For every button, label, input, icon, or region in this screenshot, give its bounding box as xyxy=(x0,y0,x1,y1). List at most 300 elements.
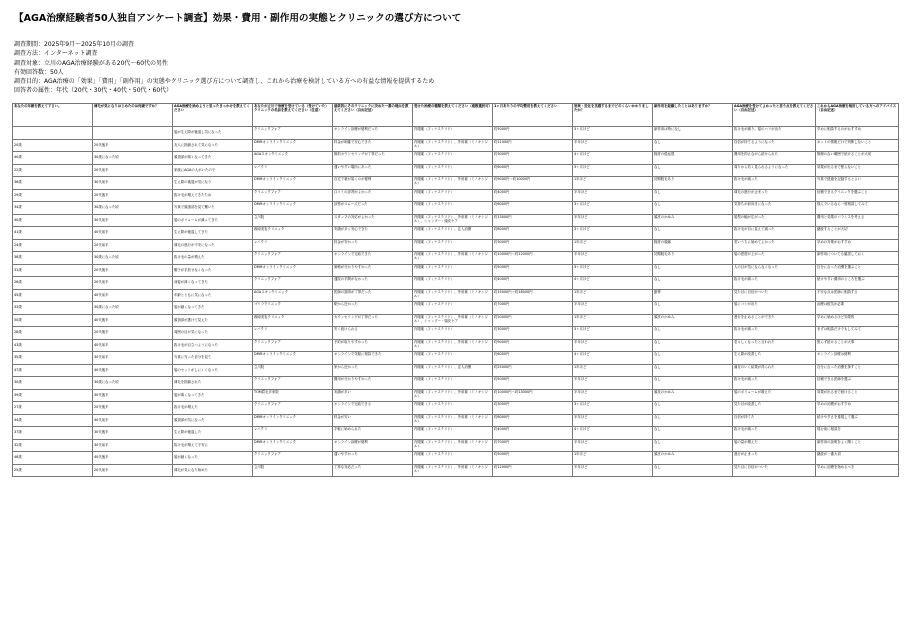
table-cell xyxy=(93,314,173,327)
table-cell-text: DMMオンラインクリニック xyxy=(254,414,296,419)
table-cell-text: なし xyxy=(654,439,661,444)
table-cell xyxy=(493,402,573,415)
table-cell xyxy=(573,389,653,402)
table-row xyxy=(13,327,899,340)
table-row xyxy=(13,314,899,327)
table-cell-text: 内服薬（フィナステリド） xyxy=(414,264,455,269)
table-cell-text: 半年ほど xyxy=(574,389,588,394)
table-cell xyxy=(493,264,573,277)
table-row xyxy=(13,252,899,265)
table-cell-text: 約3000円 xyxy=(494,152,510,156)
table-cell-text: 髪にコシが出た xyxy=(734,302,758,306)
table-header-cell: AGA治療を受けてよかったと思う点を教えてください（自由記述） xyxy=(733,104,816,127)
table-cell-text: 内服薬（フィナステリド） xyxy=(414,202,455,206)
table-cell xyxy=(93,164,173,177)
table-cell-text: AGAスキンクリニック xyxy=(254,289,289,294)
table-cell-text: 約25000円 xyxy=(494,364,512,369)
table-cell-text: 軽度の頭痛 xyxy=(654,239,671,244)
table-cell-text: 頭皮のかゆみ xyxy=(654,214,675,219)
table-cell xyxy=(816,352,899,365)
table-cell-text: 湘南美容クリニック xyxy=(254,227,285,231)
table-cell xyxy=(413,327,493,340)
table-cell-text: 30歳になった頃 xyxy=(94,255,119,259)
table-cell-text: 半年ほど xyxy=(574,252,588,256)
table-cell-text: 生え際が改善した xyxy=(734,352,762,356)
table-cell-text: 髪の密度が上がった xyxy=(734,252,765,256)
table-cell-text: ゴリラクリニック xyxy=(254,302,281,306)
table-cell xyxy=(413,277,493,290)
table-cell-text: 約11000円 xyxy=(494,139,512,144)
table-cell-text: なし xyxy=(654,339,661,344)
table-cell xyxy=(253,252,333,265)
table-cell-text: 1年ほど xyxy=(574,364,587,369)
table-cell xyxy=(173,177,253,190)
table-cell-text: クリニックフォア xyxy=(254,277,281,281)
table-cell-text: 立川院 xyxy=(254,364,265,369)
table-cell xyxy=(816,189,899,202)
table-cell xyxy=(173,127,253,140)
table-cell-text: 料金が安かった xyxy=(334,239,358,244)
table-cell xyxy=(653,314,733,327)
table-cell xyxy=(413,152,493,165)
table-cell xyxy=(493,252,573,265)
table-cell xyxy=(816,227,899,240)
table-cell-text: 内服薬（フィナステリド）、外用薬（ミノキシジル） xyxy=(414,389,488,398)
table-cell xyxy=(573,264,653,277)
table-cell xyxy=(653,427,733,440)
table-cell xyxy=(413,227,493,240)
table-cell-text: 内服薬（フィナステリド）、外用薬（ミノキシジル） xyxy=(414,177,488,186)
table-cell xyxy=(13,339,93,352)
table-cell-text: クリニックフォア xyxy=(254,127,281,131)
table-cell-text: 髪の量が増えた xyxy=(734,439,758,444)
table-cell-text: 約13000円 xyxy=(494,214,512,219)
table-cell xyxy=(653,189,733,202)
table-cell xyxy=(173,364,253,377)
table-row xyxy=(13,352,899,365)
table-header-cell: 受けた治療の種類を教えてください（複数選択可） xyxy=(413,104,493,127)
table-cell xyxy=(413,139,493,152)
table-cell xyxy=(733,214,816,227)
table-cell-text: 抜け毛が減った xyxy=(734,177,758,181)
table-cell-text: 内服薬（フィナステリド）、注入治療 xyxy=(414,227,472,231)
table-cell-text xyxy=(14,127,91,130)
table-cell xyxy=(493,352,573,365)
table-cell xyxy=(653,414,733,427)
table-cell-text: 30代前半 xyxy=(94,217,109,222)
table-cell-text: 進行が止まった xyxy=(734,452,758,456)
table-cell-text: 通いやすかった xyxy=(334,452,358,456)
table-cell xyxy=(333,189,413,202)
table-cell-text: 20代後半 xyxy=(94,192,109,197)
table-cell-text: 半年ほど xyxy=(574,214,588,219)
table-cell-text: 料金が明確で安心できた xyxy=(334,139,372,144)
table-cell-text: 内服薬（フィナステリド）、外用薬（ミノキシジル） xyxy=(414,464,488,473)
table-cell xyxy=(493,314,573,327)
page-title: 【AGA治療経験者50人独自アンケート調査】効果・費用・副作用の実態とクリニックの選び方について xyxy=(14,13,462,24)
table-cell-text: 周りから若く見られるようになった xyxy=(734,164,789,169)
table-cell xyxy=(333,164,413,177)
table-cell xyxy=(173,389,253,402)
table-cell-text: 抜け毛が目立つようになった xyxy=(174,342,219,347)
table-cell xyxy=(653,364,733,377)
table-cell xyxy=(733,314,816,327)
table-cell-text: 約10000円～約13000円 xyxy=(494,389,533,394)
table-cell-text: 実績が多く安心できた xyxy=(334,227,368,231)
table-cell xyxy=(653,152,733,165)
table-cell-text: 40代前半 xyxy=(94,417,109,422)
table-cell xyxy=(13,427,93,440)
table-cell-text: なし xyxy=(654,414,661,419)
table-cell xyxy=(93,377,173,390)
table-cell xyxy=(573,402,653,415)
table-cell-text: 写真で経過を記録するとよい xyxy=(817,177,862,181)
table-cell xyxy=(253,364,333,377)
table-body xyxy=(13,127,899,477)
table-cell xyxy=(93,464,173,477)
table-cell-text: 3ヶ月ほど xyxy=(574,202,590,206)
table-cell xyxy=(253,377,333,390)
table-header-row xyxy=(13,104,899,127)
table-cell-text: 30代前半 xyxy=(94,180,109,184)
table-row xyxy=(13,302,899,315)
table-cell xyxy=(653,439,733,452)
table-cell xyxy=(733,464,816,477)
table-cell xyxy=(493,139,573,152)
table-cell-text: レバクリ xyxy=(254,164,268,169)
table-cell xyxy=(333,364,413,377)
table-cell xyxy=(253,277,333,290)
table-cell-text: 続けやすさを重視して選ぶ xyxy=(817,414,858,419)
table-cell xyxy=(733,352,816,365)
table-cell xyxy=(413,202,493,215)
table-cell xyxy=(13,202,93,215)
table-cell xyxy=(733,364,816,377)
table-cell-text: 信頼できる医師を選ぶ xyxy=(817,377,851,381)
table-cell-text: 29歳 xyxy=(14,192,22,197)
table-cell xyxy=(733,277,816,290)
table-cell xyxy=(93,277,173,290)
table-cell xyxy=(653,452,733,465)
table-cell-text: 内服薬（フィナステリド） xyxy=(414,427,455,431)
table-cell-text: 50歳 xyxy=(14,317,22,322)
table-cell-text: 1年ほど xyxy=(574,452,587,456)
table-cell xyxy=(573,314,653,327)
table-cell xyxy=(653,177,733,190)
table-cell-text: 若々しくなったと言われた xyxy=(734,339,775,344)
table-cell xyxy=(493,377,573,390)
table-cell xyxy=(13,177,93,190)
table-cell-text: 内服薬（フィナステリド） xyxy=(414,402,455,406)
table-cell-text: 30代前半 xyxy=(94,442,109,447)
table-cell xyxy=(816,177,899,190)
table-cell xyxy=(173,302,253,315)
table-cell xyxy=(816,264,899,277)
table-cell-text: 35歳 xyxy=(14,355,22,359)
table-cell-text: 写真に写った自分を見て xyxy=(174,355,212,359)
table-cell-text: 無理のない範囲で続けることが大切 xyxy=(817,152,872,156)
table-cell-text: 内服薬（フィナステリド） xyxy=(414,277,455,281)
table-cell-text: 薄毛の進行が止まった xyxy=(734,189,768,194)
table-cell-text: クリニックフォア xyxy=(254,402,281,406)
table-cell xyxy=(333,327,413,340)
table-cell xyxy=(653,239,733,252)
table-cell xyxy=(173,252,253,265)
table-cell-text: 半年ほど xyxy=(574,139,588,144)
table-cell xyxy=(253,164,333,177)
table-cell-text: 継続することが大切 xyxy=(817,227,848,231)
table-cell xyxy=(253,127,333,140)
table-cell-text: 26歳 xyxy=(14,280,22,284)
table-cell-text: 予約が取りやすかった xyxy=(334,339,368,344)
table-cell-text: 髪のセットがしにくくなった xyxy=(174,367,219,372)
table-cell-text: 30歳になった頃 xyxy=(94,205,119,209)
table-cell-text: 1年ほど xyxy=(574,177,587,181)
table-row xyxy=(13,339,899,352)
table-cell-text: 約9000円 xyxy=(494,339,510,344)
table-cell xyxy=(333,277,413,290)
table-cell-text: 約5000円 xyxy=(494,377,510,381)
table-cell xyxy=(173,227,253,240)
table-cell xyxy=(653,377,733,390)
table-cell-text: 満足のいく結果が得られた xyxy=(734,364,775,369)
table-cell xyxy=(413,289,493,302)
table-cell xyxy=(173,152,253,165)
table-cell xyxy=(13,302,93,315)
table-row xyxy=(13,289,899,302)
table-cell-text: 見た目に自信がついた xyxy=(734,464,768,469)
table-cell xyxy=(573,164,653,177)
table-cell-text: 内服薬（フィナステリド） xyxy=(414,377,455,381)
table-cell-text: 内服薬（フィナステリド） xyxy=(414,152,455,156)
table-cell-text: カウンセリングが丁寧だった xyxy=(334,314,379,319)
table-cell-text: 抜け毛の量が増えた xyxy=(174,255,205,259)
table-cell xyxy=(13,189,93,202)
table-cell xyxy=(816,127,899,140)
table-cell-text: なし xyxy=(654,402,661,406)
table-cell-text: 半年ほど xyxy=(574,377,588,381)
survey-table-wrapper xyxy=(12,103,898,477)
table-cell-text: オンライン診療が便利 xyxy=(334,439,368,444)
table-cell xyxy=(816,364,899,377)
table-cell xyxy=(816,302,899,315)
table-cell-text: 髪のボリュームが減ってきた xyxy=(174,217,218,222)
table-cell xyxy=(573,139,653,152)
table-cell xyxy=(413,164,493,177)
table-cell xyxy=(173,352,253,365)
table-cell xyxy=(253,139,333,152)
table-cell xyxy=(653,164,733,177)
table-cell xyxy=(653,352,733,365)
table-cell xyxy=(653,202,733,215)
table-cell-text: 約5000円 xyxy=(494,127,510,131)
table-cell-text: なし xyxy=(654,227,661,231)
table-cell xyxy=(653,252,733,265)
table-cell xyxy=(13,452,93,465)
table-cell xyxy=(733,402,816,415)
table-cell xyxy=(333,439,413,452)
table-cell xyxy=(333,427,413,440)
table-cell xyxy=(733,164,816,177)
table-row xyxy=(13,427,899,440)
table-cell-text: なし xyxy=(654,164,661,169)
table-cell xyxy=(493,152,573,165)
table-cell-text: 20代前半 xyxy=(94,280,109,284)
table-cell xyxy=(93,402,173,415)
table-cell xyxy=(333,314,413,327)
table-cell-text xyxy=(94,127,171,130)
table-cell-text: 見た目が改善した xyxy=(734,402,762,406)
table-cell-text: 4ヶ月ほど xyxy=(574,427,590,431)
table-cell-text: 薄毛が気になり始めた xyxy=(174,467,208,472)
table-cell xyxy=(333,227,413,240)
table-cell-text: 年齢とともに気になった xyxy=(174,292,212,297)
table-cell-text: 初期脱毛あり xyxy=(654,252,675,256)
table-cell-text: 約4000円 xyxy=(494,189,510,194)
table-cell xyxy=(733,289,816,302)
table-cell-text: 約6000円 xyxy=(494,202,510,206)
table-cell-text: ネットの情報だけで判断しないこと xyxy=(817,139,872,144)
table-cell-text: 20代前半 xyxy=(94,167,109,172)
table-row xyxy=(13,439,899,452)
table-cell-text: 自信が持てた xyxy=(734,414,755,419)
table-cell xyxy=(253,239,333,252)
table-cell xyxy=(93,239,173,252)
table-cell-text: 30代前半 xyxy=(94,355,109,359)
table-cell-text: レバクリ xyxy=(254,239,268,244)
table-cell xyxy=(413,402,493,415)
table-cell-text: 半年ほど xyxy=(574,464,588,469)
table-row xyxy=(13,364,899,377)
table-cell xyxy=(573,252,653,265)
table-cell xyxy=(653,327,733,340)
table-cell-text: 内服薬（フィナステリド） xyxy=(414,452,455,456)
table-cell-text: 丁寧な対応だった xyxy=(334,464,362,469)
table-cell-text: 進行を止めることができた xyxy=(734,314,775,319)
table-cell xyxy=(493,239,573,252)
table-cell xyxy=(413,214,493,227)
table-cell-text: 費用を抑えながら続けられた xyxy=(734,152,779,156)
table-cell xyxy=(13,314,93,327)
table-cell xyxy=(13,389,93,402)
table-cell-text: 早めの治療がおすすめ xyxy=(817,402,851,406)
table-cell xyxy=(816,464,899,477)
table-cell xyxy=(173,277,253,290)
table-cell-text: DMMオンラインクリニック xyxy=(254,439,296,444)
table-cell xyxy=(253,414,333,427)
table-cell xyxy=(413,314,493,327)
table-row xyxy=(13,402,899,415)
table-cell xyxy=(13,439,93,452)
table-cell xyxy=(13,239,93,252)
table-cell xyxy=(573,277,653,290)
table-cell xyxy=(13,402,93,415)
table-cell-text: 髪が細くなった xyxy=(174,455,198,459)
table-cell xyxy=(493,464,573,477)
table-cell xyxy=(733,452,816,465)
table-cell xyxy=(493,414,573,427)
table-cell-text: 費用と効果のバランスを考える xyxy=(817,214,865,219)
table-cell xyxy=(173,164,253,177)
table-cell-text: なし xyxy=(654,327,661,331)
table-cell-text: 約15000円～約18000円 xyxy=(494,289,533,294)
table-cell xyxy=(93,214,173,227)
table-row xyxy=(13,239,899,252)
table-cell-text: 不安な点は医師に相談する xyxy=(817,289,858,294)
table-cell-text: まずは相談だけでもしてみて xyxy=(817,327,862,331)
table-cell xyxy=(653,139,733,152)
table-cell xyxy=(13,364,93,377)
table-cell xyxy=(173,414,253,427)
table-cell-text: オンラインで完結できる xyxy=(334,402,372,406)
table-cell-text: 22歳 xyxy=(14,167,22,172)
table-cell-text: 36歳 xyxy=(14,180,22,184)
table-cell-text: 約5000円 xyxy=(494,452,510,456)
table-cell xyxy=(93,139,173,152)
table-row xyxy=(13,377,899,390)
table-cell-text: 43歳 xyxy=(14,342,22,347)
table-row xyxy=(13,214,899,227)
table-row xyxy=(13,389,899,402)
table-cell xyxy=(253,327,333,340)
table-cell xyxy=(653,227,733,240)
table-cell-text: 早めに始めるほど効果的 xyxy=(817,314,855,319)
table-cell-text: 抜け毛が減り、髪のハリが出た xyxy=(734,127,782,131)
table-cell xyxy=(493,389,573,402)
table-cell xyxy=(253,189,333,202)
table-cell-text: 自分に合った治療を探すこと xyxy=(817,364,862,369)
table-cell-text: 約12000円 xyxy=(494,464,512,469)
table-cell xyxy=(413,439,493,452)
table-cell-text: 髪が生え際が後退し気になった xyxy=(174,130,222,134)
table-cell-text: 40歳 xyxy=(14,155,22,159)
meta-method: 調査方法：インターネット調査 xyxy=(14,50,98,58)
table-cell xyxy=(816,327,899,340)
table-cell xyxy=(816,202,899,215)
table-cell-text: 効果が出るまで続けること xyxy=(817,389,858,394)
table-cell xyxy=(253,389,333,402)
table-cell xyxy=(653,214,733,227)
table-cell xyxy=(733,439,816,452)
table-cell xyxy=(333,339,413,352)
table-header-cell: 最終的にそのクリニックに決めた一番の理由を教えてください（自由記述） xyxy=(333,104,413,127)
table-cell-text: 抜け毛が減った xyxy=(734,427,758,431)
table-cell-text: クリニックフォア xyxy=(254,189,281,194)
table-cell xyxy=(573,289,653,302)
meta-target: 調査対象：立川のAGA治療経験がある20代～60代の男性 xyxy=(14,59,169,67)
table-cell xyxy=(653,289,733,302)
table-cell-text: 抜け毛が増えてきたため xyxy=(174,192,212,197)
table-cell-text: 手軽に始められた xyxy=(334,427,362,431)
table-cell xyxy=(653,464,733,477)
table-cell xyxy=(493,427,573,440)
table-cell xyxy=(653,339,733,352)
table-cell xyxy=(733,414,816,427)
table-cell-text: 47歳 xyxy=(14,367,22,372)
table-cell-text: 約5000円 xyxy=(494,264,510,269)
table-cell-text: 半年ほど xyxy=(574,189,588,194)
survey-table xyxy=(12,103,899,477)
table-cell xyxy=(333,352,413,365)
table-cell-text: DMMオンラインクリニック xyxy=(254,264,296,269)
table-cell-text: 41歳 xyxy=(14,230,22,234)
table-cell-text: なし xyxy=(654,364,661,369)
table-cell xyxy=(493,289,573,302)
table-cell-text: なし xyxy=(654,202,661,206)
table-cell-text: 約10000円～約12000円 xyxy=(494,252,533,256)
table-cell xyxy=(413,302,493,315)
table-cell xyxy=(333,239,413,252)
